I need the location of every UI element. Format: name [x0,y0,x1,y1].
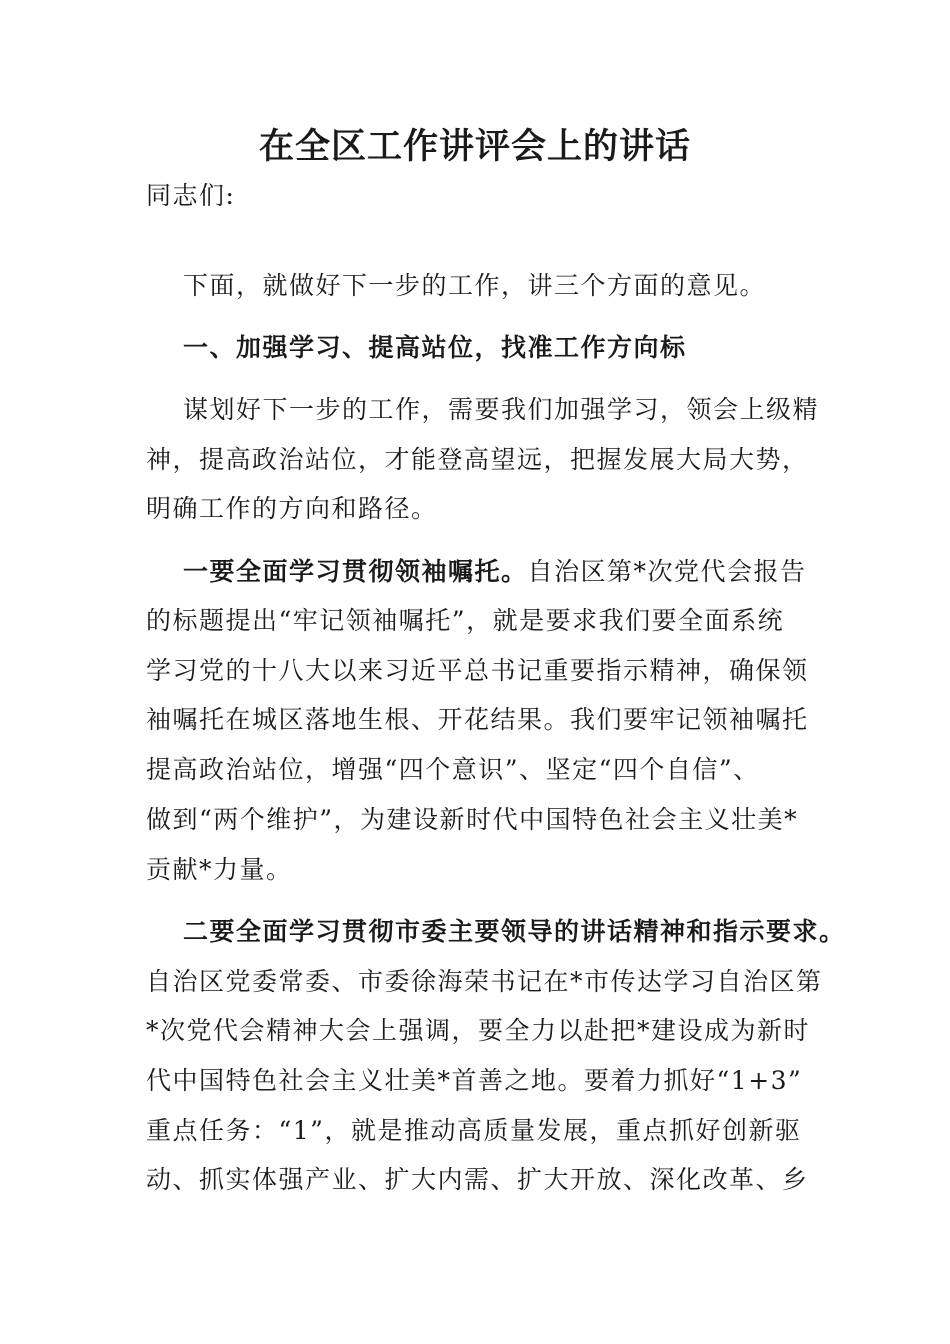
point1-line-2: 的标题提出“牢记领袖嘱托”，就是要求我们要全面系统 [146,606,785,635]
salutation: 同志们: [146,181,236,210]
point2-lead-bold: 二要全面学习贯彻市委主要领导的讲话精神和指示要求。 [183,917,846,946]
point2-line-4: 代中国特色社会主义壮美*首善之地。要着力抓好“1+3” [146,1066,803,1095]
point1-lead-rest: 自治区第*次党代会报告 [527,557,807,586]
section1-line-1: 谋划好下一步的工作，需要我们加强学习，领会上级精 [183,395,820,424]
point1-line-7: 贡献*力量。 [146,855,293,884]
intro-paragraph: 下面，就做好下一步的工作，讲三个方面的意见。 [183,271,767,300]
point1-lead-bold: 一要全面学习贯彻领袖嘱托。 [183,557,528,586]
point1-line-6: 做到“两个维护”，为建设新时代中国特色社会主义壮美* [146,805,799,834]
point1-line-4: 袖嘱托在城区落地生根、开花结果。我们要牢记领袖嘱托 [146,705,809,734]
section-heading-1: 一、加强学习、提高站位，找准工作方向标 [183,333,687,362]
point2-line-6: 动、抓实体强产业、扩大内需、扩大开放、深化改革、乡 [146,1165,809,1194]
point1-line-3: 学习党的十八大以来习近平总书记重要指示精神，确保领 [146,656,809,685]
section1-line-2: 神，提高政治站位，才能登高望远，把握发展大局大势， [146,445,809,474]
document-title: 在全区工作讲评会上的讲话 [258,126,691,167]
point1-first-line [183,552,826,592]
point2-line-2: 自治区党委常委、市委徐海荣书记在*市传达学习自治区第 [146,967,823,996]
point2-line-3: *次党代会精神大会上强调，要全力以赴把*建设成为新时 [146,1016,811,1045]
point1-line-5: 提高政治站位，增强“四个意识”、坚定“四个自信”、 [146,755,760,784]
section1-line-3: 明确工作的方向和路径。 [146,494,438,523]
point2-line-5: 重点任务：“1”，就是推动高质量发展，重点抓好创新驱 [146,1116,802,1145]
